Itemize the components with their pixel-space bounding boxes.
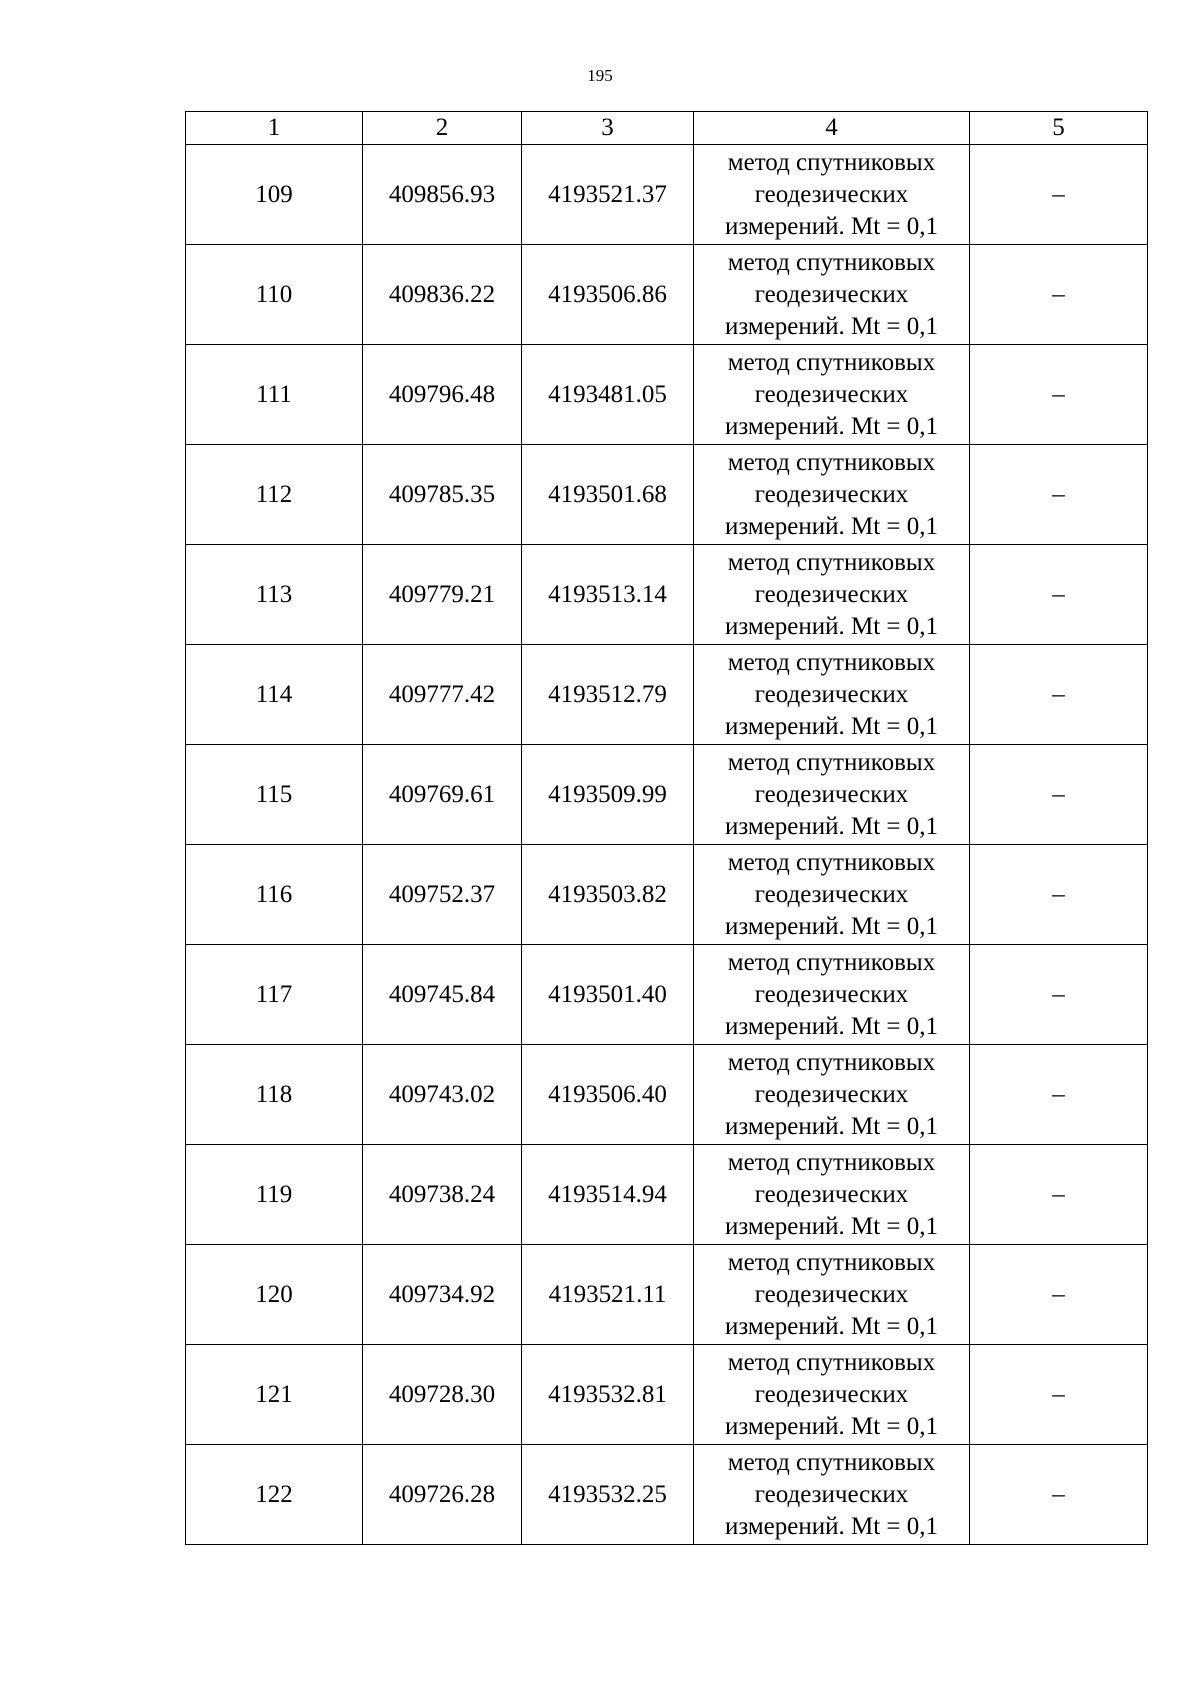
method-cell — [694, 1045, 970, 1145]
table-row — [186, 345, 1148, 445]
page-number: 195 — [587, 66, 613, 85]
method-line-3: измерений. Mt = 0,1 — [724, 612, 939, 640]
point-number-cell: 112 — [186, 445, 363, 545]
y-coordinate-cell: 4193532.81 — [522, 1345, 694, 1445]
method-line-2: геодезических — [754, 680, 909, 708]
point-number-cell: 121 — [186, 1345, 363, 1445]
x-coordinate-cell: 409836.22 — [363, 245, 522, 345]
note-cell: – — [970, 645, 1148, 745]
method-line-1: метод спутниковых — [727, 648, 936, 676]
method-cell — [694, 1345, 970, 1445]
coordinates-table — [185, 111, 1148, 1545]
note-cell: – — [970, 345, 1148, 445]
method-line-3: измерений. Mt = 0,1 — [724, 1112, 939, 1140]
column-header-1: 1 — [186, 112, 363, 145]
table-row — [186, 745, 1148, 845]
note-cell: – — [970, 1445, 1148, 1545]
method-line-1: метод спутниковых — [727, 248, 936, 276]
method-line-3: измерений. Mt = 0,1 — [724, 1212, 939, 1240]
method-line-2: геодезических — [754, 1180, 909, 1208]
method-line-1: метод спутниковых — [727, 1148, 936, 1176]
x-coordinate-cell: 409785.35 — [363, 445, 522, 545]
table-row — [186, 1445, 1148, 1545]
method-line-1: метод спутниковых — [727, 1348, 936, 1376]
method-line-1: метод спутниковых — [727, 348, 936, 376]
table-row — [186, 545, 1148, 645]
y-coordinate-cell: 4193506.86 — [522, 245, 694, 345]
method-line-3: измерений. Mt = 0,1 — [724, 812, 939, 840]
method-line-2: геодезических — [754, 1080, 909, 1108]
table-row — [186, 1245, 1148, 1345]
x-coordinate-cell: 409743.02 — [363, 1045, 522, 1145]
table-row — [186, 645, 1148, 745]
method-line-1: метод спутниковых — [727, 448, 936, 476]
method-line-1: метод спутниковых — [727, 748, 936, 776]
method-cell — [694, 545, 970, 645]
note-cell: – — [970, 845, 1148, 945]
y-coordinate-cell: 4193481.05 — [522, 345, 694, 445]
table-body — [186, 145, 1148, 1545]
note-cell: – — [970, 1345, 1148, 1445]
header-row — [186, 112, 1148, 145]
method-line-3: измерений. Mt = 0,1 — [724, 412, 939, 440]
method-line-3: измерений. Mt = 0,1 — [724, 212, 939, 240]
method-line-3: измерений. Mt = 0,1 — [724, 1312, 939, 1340]
table-row — [186, 1345, 1148, 1445]
y-coordinate-cell: 4193521.11 — [522, 1245, 694, 1345]
method-line-2: геодезических — [754, 480, 909, 508]
note-cell: – — [970, 745, 1148, 845]
method-line-2: геодезических — [754, 1280, 909, 1308]
method-line-2: геодезических — [754, 880, 909, 908]
x-coordinate-cell: 409726.28 — [363, 1445, 522, 1545]
note-cell: – — [970, 145, 1148, 245]
point-number-cell: 118 — [186, 1045, 363, 1145]
point-number-cell: 119 — [186, 1145, 363, 1245]
y-coordinate-cell: 4193509.99 — [522, 745, 694, 845]
method-cell — [694, 145, 970, 245]
note-cell: – — [970, 1245, 1148, 1345]
method-line-3: измерений. Mt = 0,1 — [724, 1012, 939, 1040]
point-number-cell: 120 — [186, 1245, 363, 1345]
method-line-3: измерений. Mt = 0,1 — [724, 912, 939, 940]
table-row — [186, 1145, 1148, 1245]
column-header-2: 2 — [363, 112, 522, 145]
method-line-1: метод спутниковых — [727, 548, 936, 576]
method-line-2: геодезических — [754, 780, 909, 808]
x-coordinate-cell: 409728.30 — [363, 1345, 522, 1445]
method-cell — [694, 445, 970, 545]
method-line-2: геодезических — [754, 180, 909, 208]
method-line-2: геодезических — [754, 580, 909, 608]
note-cell: – — [970, 545, 1148, 645]
table-header — [186, 112, 1148, 145]
y-coordinate-cell: 4193506.40 — [522, 1045, 694, 1145]
point-number-cell: 109 — [186, 145, 363, 245]
y-coordinate-cell: 4193501.40 — [522, 945, 694, 1045]
method-cell — [694, 845, 970, 945]
column-header-3: 3 — [522, 112, 694, 145]
x-coordinate-cell: 409752.37 — [363, 845, 522, 945]
point-number-cell: 116 — [186, 845, 363, 945]
column-header-4: 4 — [694, 112, 970, 145]
x-coordinate-cell: 409734.92 — [363, 1245, 522, 1345]
table-row — [186, 945, 1148, 1045]
x-coordinate-cell: 409777.42 — [363, 645, 522, 745]
table-row — [186, 445, 1148, 545]
method-line-1: метод спутниковых — [727, 848, 936, 876]
x-coordinate-cell: 409769.61 — [363, 745, 522, 845]
note-cell: – — [970, 1145, 1148, 1245]
method-line-3: измерений. Mt = 0,1 — [724, 312, 939, 340]
method-line-1: метод спутниковых — [727, 1248, 936, 1276]
method-line-1: метод спутниковых — [727, 948, 936, 976]
method-cell — [694, 1245, 970, 1345]
point-number-cell: 114 — [186, 645, 363, 745]
x-coordinate-cell: 409856.93 — [363, 145, 522, 245]
method-line-3: измерений. Mt = 0,1 — [724, 1512, 939, 1540]
x-coordinate-cell: 409796.48 — [363, 345, 522, 445]
point-number-cell: 115 — [186, 745, 363, 845]
note-cell: – — [970, 1045, 1148, 1145]
point-number-cell: 113 — [186, 545, 363, 645]
method-line-2: геодезических — [754, 380, 909, 408]
y-coordinate-cell: 4193512.79 — [522, 645, 694, 745]
y-coordinate-cell: 4193532.25 — [522, 1445, 694, 1545]
method-cell — [694, 945, 970, 1045]
note-cell: – — [970, 945, 1148, 1045]
method-cell — [694, 645, 970, 745]
method-line-3: измерений. Mt = 0,1 — [724, 1412, 939, 1440]
method-cell — [694, 345, 970, 445]
table-row — [186, 245, 1148, 345]
x-coordinate-cell: 409745.84 — [363, 945, 522, 1045]
method-line-1: метод спутниковых — [727, 148, 936, 176]
method-cell — [694, 245, 970, 345]
method-line-3: измерений. Mt = 0,1 — [724, 712, 939, 740]
method-line-2: геодезических — [754, 280, 909, 308]
table-row — [186, 145, 1148, 245]
y-coordinate-cell: 4193513.14 — [522, 545, 694, 645]
y-coordinate-cell: 4193501.68 — [522, 445, 694, 545]
method-line-3: измерений. Mt = 0,1 — [724, 512, 939, 540]
method-line-2: геодезических — [754, 980, 909, 1008]
x-coordinate-cell: 409738.24 — [363, 1145, 522, 1245]
column-header-5: 5 — [970, 112, 1148, 145]
point-number-cell: 117 — [186, 945, 363, 1045]
method-line-1: метод спутниковых — [727, 1048, 936, 1076]
method-cell — [694, 1145, 970, 1245]
y-coordinate-cell: 4193514.94 — [522, 1145, 694, 1245]
note-cell: – — [970, 245, 1148, 345]
table-row — [186, 1045, 1148, 1145]
y-coordinate-cell: 4193503.82 — [522, 845, 694, 945]
point-number-cell: 122 — [186, 1445, 363, 1545]
point-number-cell: 111 — [186, 345, 363, 445]
y-coordinate-cell: 4193521.37 — [522, 145, 694, 245]
note-cell: – — [970, 445, 1148, 545]
method-line-2: геодезических — [754, 1480, 909, 1508]
method-line-1: метод спутниковых — [727, 1448, 936, 1476]
point-number-cell: 110 — [186, 245, 363, 345]
method-cell — [694, 745, 970, 845]
method-line-2: геодезических — [754, 1380, 909, 1408]
x-coordinate-cell: 409779.21 — [363, 545, 522, 645]
table-row — [186, 845, 1148, 945]
method-cell — [694, 1445, 970, 1545]
